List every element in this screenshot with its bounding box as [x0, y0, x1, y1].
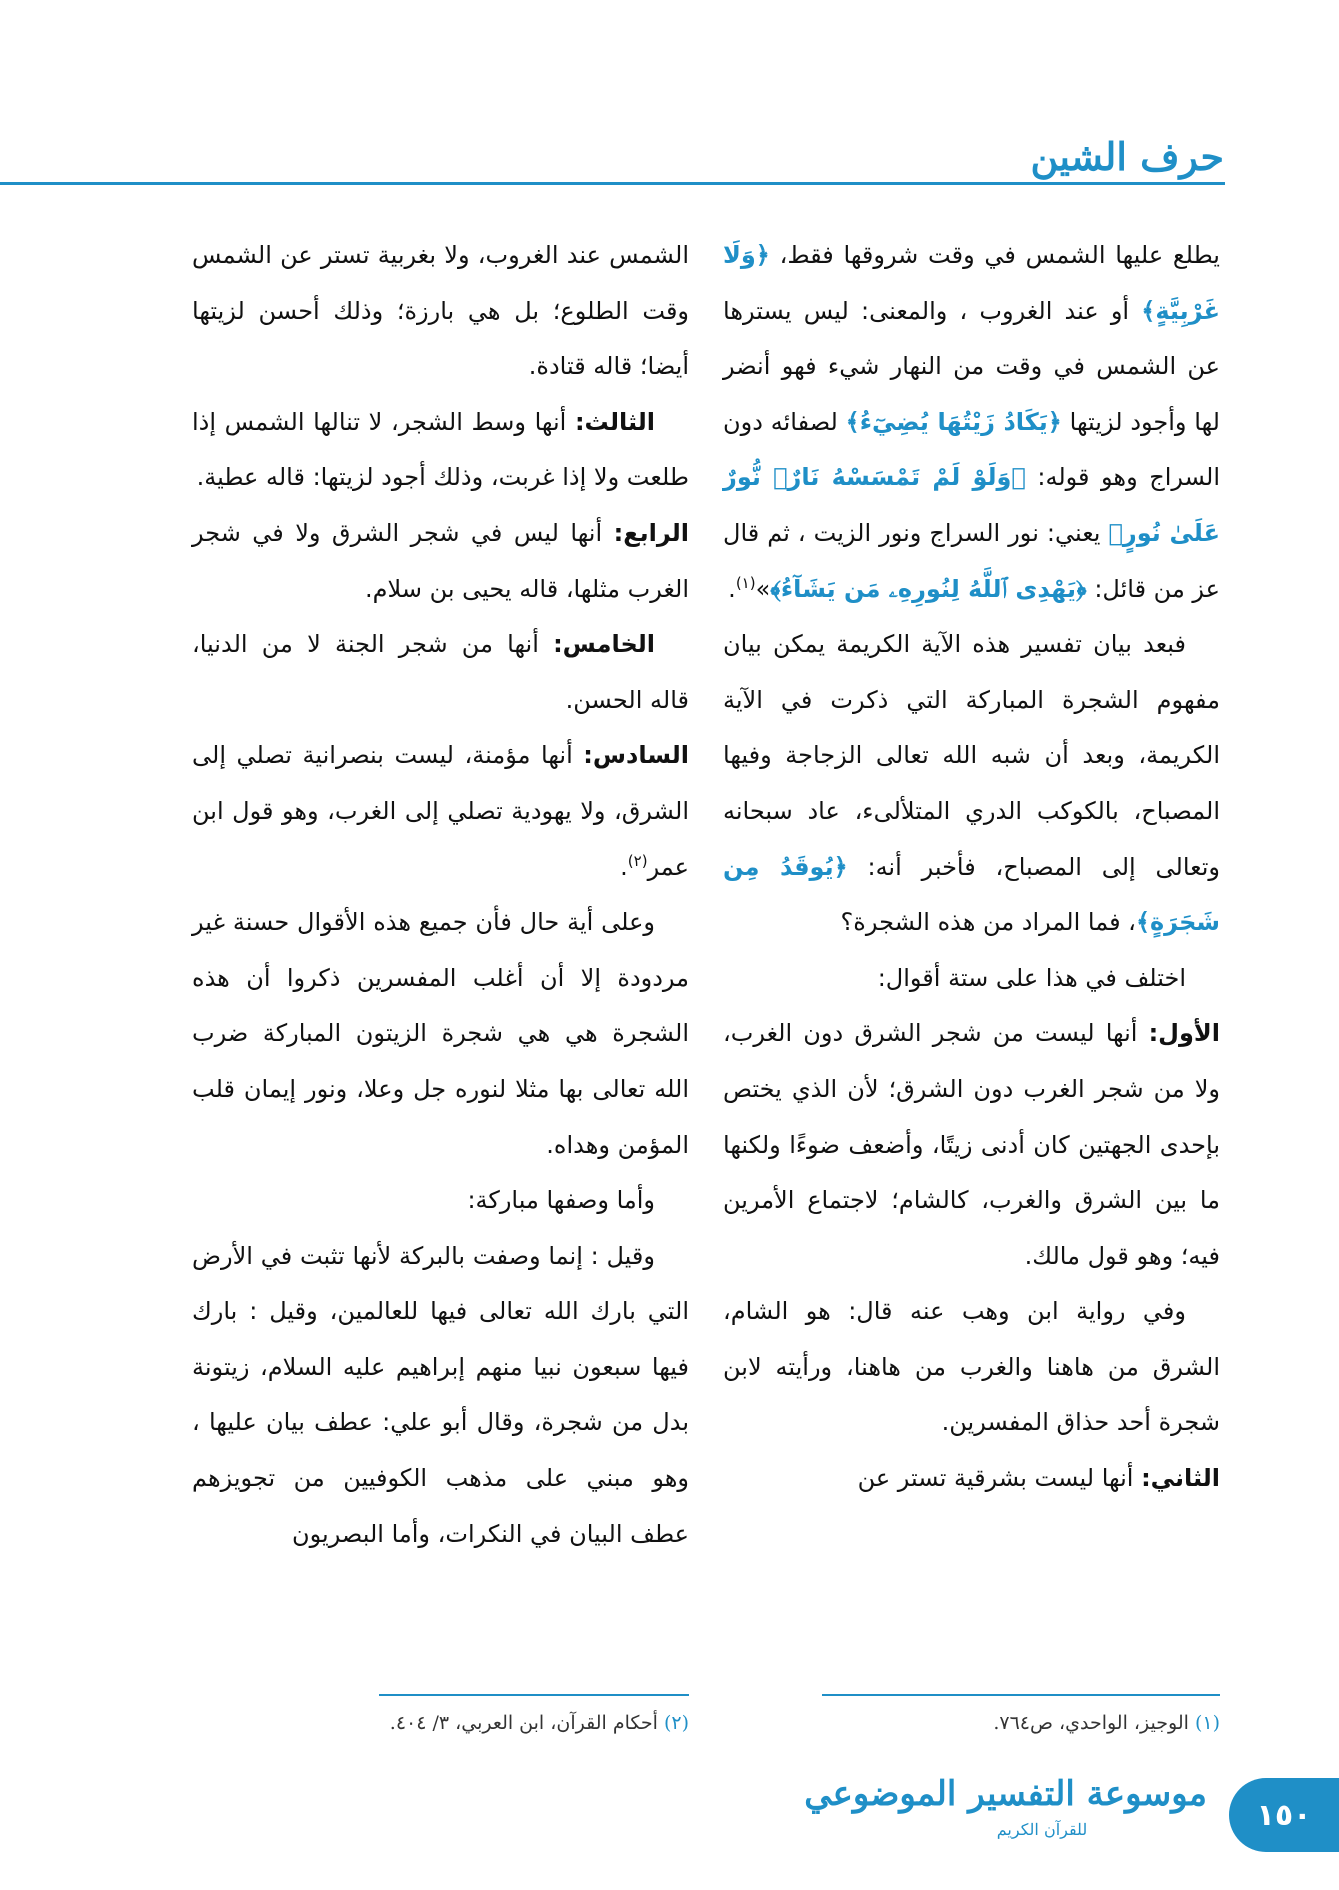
text-span: لصفائه دون السراج وهو قوله:: [723, 407, 1220, 492]
footnote-divider: [822, 1694, 1220, 1696]
text-span: .: [620, 852, 628, 881]
item-label: الثاني:: [1141, 1464, 1220, 1493]
footnote-ref[interactable]: (١): [735, 573, 756, 592]
text-span: يطلع عليها الشمس في وقت شروقها فقط،: [769, 241, 1220, 269]
paragraph: [723, 617, 1220, 951]
paragraph: [192, 728, 689, 895]
text-span: .: [728, 574, 736, 603]
paragraph: وعلى أية حال فأن جميع هذه الأقوال حسنة غير مردودة إلا أن أغلب المفسرين ذكروا أن هذه الشجرة هي هي شجرة الزيتون المباركة ضرب الله تعالى بها مثلا لنوره جل وعلا، ونور إيمان قلب المؤمن وهداه.: [192, 908, 689, 1159]
item-label: الخامس:: [553, 630, 655, 659]
text-span: »: [755, 574, 771, 603]
item-label: الثالث:: [574, 407, 655, 436]
text-span: فبعد بيان تفسير هذه الآية الكريمة يمكن بيان مفهوم الشجرة المباركة التي ذكرت في الآية الكريمة، وبعد أن شبه الله تعالى الزجاجة وفيها المصباح، بالكوكب الدري المتلألىء، عاد سبحانه وتعالى إلى المصباح، فأخبر أنه:: [723, 630, 1220, 881]
quran-verse: ﴿وَلَوْ لَمْ تَمْسَسْهُ نَارٌۚ نُّورٌ عَلَىٰ نُورٍ﴾: [723, 463, 1220, 547]
text-span: أنها ليست من شجر الشرق دون الغرب، ولا من شجر الغرب دون الشرق؛ لأن الذي يختص بإحدى الجهتين كان أدنى زيتًا، وأضعف ضوءًا ولكنها ما بين الشرق والغرب، كالشام؛ لاجتماع الأمرين فيه؛ وهو قول مالك.: [723, 1019, 1220, 1270]
footnote-divider: [379, 1694, 689, 1696]
text-column-left: [192, 228, 689, 1668]
paragraph: [723, 228, 1220, 617]
text-span: أنها ليس في شجر الشرق ولا في شجر الغرب مثلها، قاله يحيى بن سلام.: [192, 518, 689, 603]
quran-verse: ﴿يَكَادُ زَيْتُهَا يُضِيٓءُ﴾: [845, 407, 1062, 436]
text-span: ، فما المراد من هذه الشجرة؟: [840, 908, 1136, 937]
paragraph: [192, 506, 689, 617]
quran-verse: ﴿يَهْدِى ٱللَّهُ لِنُورِهِۦ مَن يَشَآءُ﴾: [770, 574, 1087, 603]
paragraph: [723, 1006, 1220, 1284]
page-number: ١٥٠: [1229, 1778, 1339, 1852]
text-span: يعني: نور السراج ونور الزيت ، ثم قال عز من قائل:: [723, 518, 1220, 603]
text-span: أو عند الغروب ، والمعنى: ليس يسترها عن الشمس في وقت من النهار شيء فهو أنضر لها وأجود لزيتها: [723, 296, 1220, 436]
text-span: أنها من شجر الجنة لا من الدنيا، قاله الحسن.: [192, 630, 689, 714]
footnote-number: (١): [1194, 1712, 1220, 1734]
footnote-text: الوجيز، الواحدي، ص٧٦٤.: [993, 1712, 1195, 1734]
text-span: أنها مؤمنة، ليست بنصرانية تصلي إلى الشرق، ولا يهودية تصلي إلى الغرب، وهو قول ابن عمر: [192, 741, 689, 881]
item-label: السادس:: [583, 741, 689, 770]
text-column-right: [723, 228, 1220, 1668]
quran-verse: ﴿يُوقَدُ مِن شَجَرَةٍ﴾: [723, 852, 1220, 937]
footnote-text: أحكام القرآن، ابن العربي، ٣/ ٤٠٤.: [389, 1712, 664, 1734]
item-label: الرابع:: [613, 518, 689, 547]
paragraph: وفي رواية ابن وهب عنه قال: هو الشام، الشرق من هاهنا والغرب من هاهنا، ورأيته لابن شجرة أحد حذاق المفسرين.: [723, 1297, 1220, 1437]
paragraph: [192, 395, 689, 506]
paragraph: وقيل : إنما وصفت بالبركة لأنها تثبت في الأرض التي بارك الله تعالى فيها للعالمين، وقيل : بارك فيها سبعون نبيا منهم إبراهيم عليه السلام، زيتونة بدل من شجرة، وقال أبو علي: عطف بيان عليها ، وهو مبني على مذهب الكوفيين من تجويزهم عطف البيان في النكرات، وأما البصريون: [192, 1241, 689, 1548]
paragraph: [192, 617, 689, 728]
paragraph: اختلف في هذا على ستة أقوال:: [877, 963, 1186, 992]
text-span: أنها ليست بشرقية تستر عن: [857, 1464, 1142, 1493]
chapter-title: حرف الشين: [1030, 134, 1224, 179]
encyclopedia-logo: [804, 1768, 1207, 1864]
footnote-ref[interactable]: (٢): [627, 851, 648, 870]
paragraph: [723, 1451, 1220, 1507]
footnote: [192, 1712, 689, 1734]
footnote: [723, 1712, 1220, 1734]
paragraph: وأما وصفها مباركة:: [467, 1186, 655, 1215]
paragraph: الشمس عند الغروب، ولا بغربية تستر عن الشمس وقت الطلوع؛ بل هي بارزة؛ وذلك أحسن لزيتها أيضا؛ قاله قتادة.: [192, 241, 689, 381]
item-label: الأول:: [1148, 1019, 1220, 1048]
logo-title: موسوعة التفسير الموضوعي: [804, 1774, 1207, 1814]
text-span: أنها وسط الشجر، لا تنالها الشمس إذا طلعت ولا إذا غربت، وذلك أجود لزيتها: قاله عطية.: [192, 407, 689, 492]
footnote-number: (٢): [663, 1712, 689, 1734]
header-divider: [0, 182, 1225, 185]
quran-verse: ﴿وَلَا غَرْبِيَّةٍ﴾: [723, 241, 1220, 325]
logo-subtitle: للقرآن الكريم: [996, 1820, 1088, 1839]
